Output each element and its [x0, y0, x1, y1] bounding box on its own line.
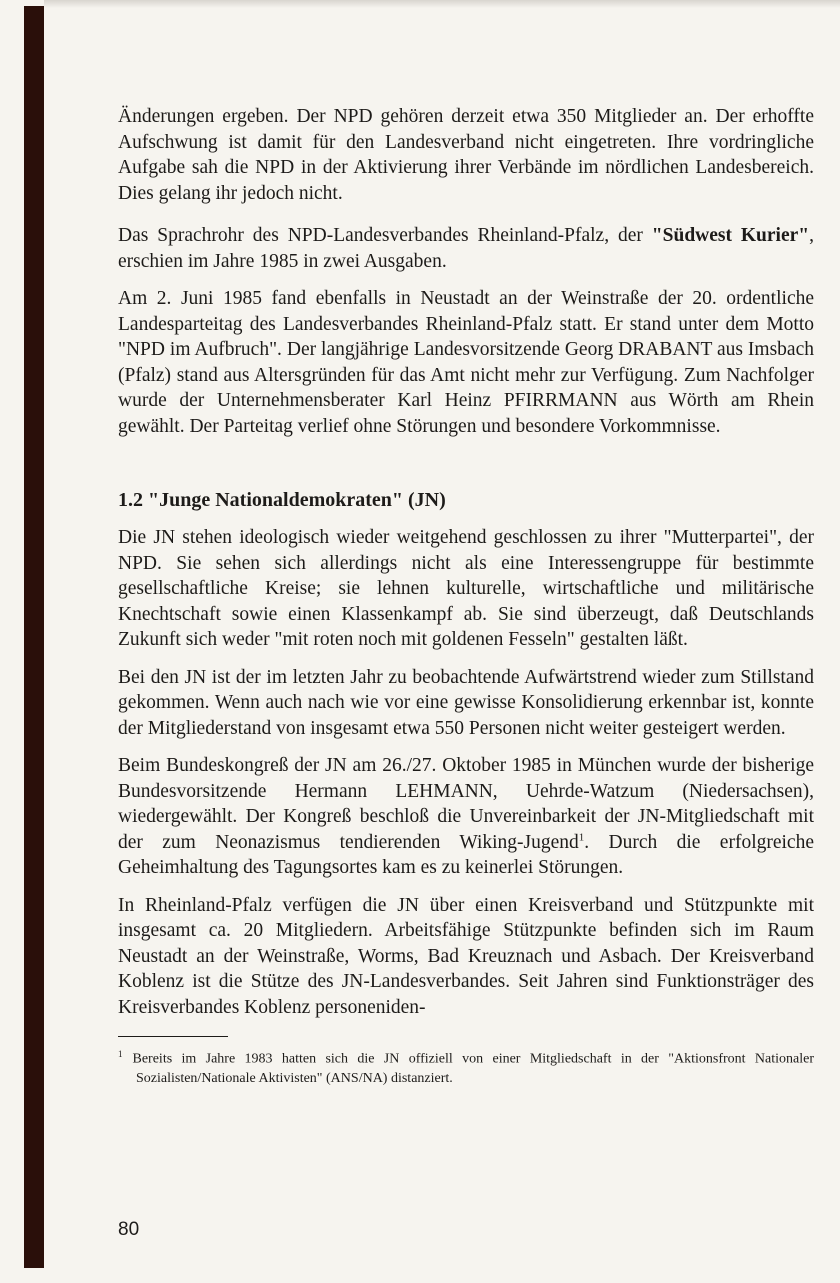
footnote	[118, 1045, 814, 1088]
footnote-divider	[118, 1036, 228, 1037]
paragraph-federal-congress	[118, 753, 814, 881]
paragraph-trend: Bei den JN ist der im letzten Jahr zu beobachtende Aufwärtstrend wieder zum Stillstand gekommen. Wenn auch nach wie vor eine gewisse Konsolidierung erkennbar ist, konnte der Mitgliederstand von insgesamt etwa 550 Personen nicht weiter gesteigert werden.	[118, 666, 814, 739]
footnote-marker: 1	[118, 1049, 123, 1059]
paragraph-rheinland-pfalz: In Rheinland-Pfalz verfügen die JN über einen Kreisverband und Stützpunkte mit insgesamt ca. 20 Mitgliedern. Arbeitsfähige Stützpunkte befinden sich im Raum Neustadt an der Weinstraße, Worms, Bad Kreuznach und Asbach. Der Kreisverband Koblenz ist die Stütze des JN-Landesverbandes. Seit Jahren sind Funktionsträger des Kreisverbandes Koblenz personeniden-	[118, 894, 814, 1018]
paragraph-mouthpiece-text-a: Das Sprachrohr des NPD-Landesverbandes Rheinland-Pfalz, der	[118, 225, 652, 246]
paragraph-party-congress: Am 2. Juni 1985 fand ebenfalls in Neustadt an der Weinstraße der 20. ordentliche Landesparteitag des Landesverbandes Rheinland-Pfalz statt. Er stand unter dem Motto "NPD im Aufbruch". Der langjährige Landesvorsitzende Georg DRABANT aus Imsbach (Pfalz) stand aus Altersgründen für das Amt nicht mehr zur Verfügung. Zum Nachfolger wurde der Unternehmensberater Karl Heinz PFIRRMANN aus Wörth am Rhein gewählt. Der Parteitag verlief ohne Störungen und besondere Vorkommnisse.	[118, 288, 814, 437]
paragraph-mouthpiece	[118, 223, 814, 274]
page-top-shadow	[44, 0, 840, 8]
footnote-reference[interactable]: 1	[578, 831, 585, 843]
newspaper-title: "Südwest Kurier"	[651, 225, 810, 246]
paragraph-federal-congress-text-a: Beim Bundeskongreß der JN am 26./27. Oktober 1985 in München wurde der bisherige Bundesvorsitzende Hermann LEHMANN, Uehrde-Watzum (Niedersachsen), wiedergewählt. Der Kongreß beschloß die Unvereinbarkeit der JN-Mitgliedschaft mit der zum Neonazismus tendierenden Wiking-Jugend	[118, 755, 814, 853]
paragraph-ideology: Die JN stehen ideologisch wieder weitgehend geschlossen zu ihrer "Mutterpartei", der NPD. Sie sehen sich allerdings nicht als eine Interessengruppe für bestimmte gesellschaftliche Kreise; sie lehnen kulturelle, wirtschaftliche und militärische Knechtschaft sowie einen Klassenkampf ab. Sie sind überzeugt, daß Deutschlands Zukunft sich weder "mit roten noch mit goldenen Fesseln" gestalten läßt.	[118, 527, 814, 650]
paragraph-federal-congress-text-b: . Durch die erfolgreiche Geheimhaltung des Tagungsortes kam es zu keinerlei Störungen.	[118, 831, 814, 878]
page-number: 80	[118, 1219, 140, 1240]
section-heading: 1.2 "Junge Nationaldemokraten" (JN)	[118, 489, 446, 511]
footnote-text: Bereits im Jahre 1983 hatten sich die JN offiziell von einer Mitgliedschaft in der "Aktionsfront Nationaler Sozialisten/Nationale Aktivisten" (ANS/NA) distanziert.	[132, 1051, 814, 1086]
paragraph-mouthpiece-text-b: , erschien im Jahre 1985 in zwei Ausgaben.	[118, 225, 814, 272]
page-body	[118, 104, 814, 1088]
paragraph-membership: Änderungen ergeben. Der NPD gehören derzeit etwa 350 Mitglieder an. Der erhoffte Aufschwung ist damit für den Landesverband nicht eingetreten. Ihre vordringliche Aufgabe sah die NPD in der Aktivierung ihrer Verbände im nördlichen Landesbereich. Dies gelang ihr jedoch nicht.	[118, 106, 814, 204]
book-spine-edge	[24, 6, 44, 1268]
